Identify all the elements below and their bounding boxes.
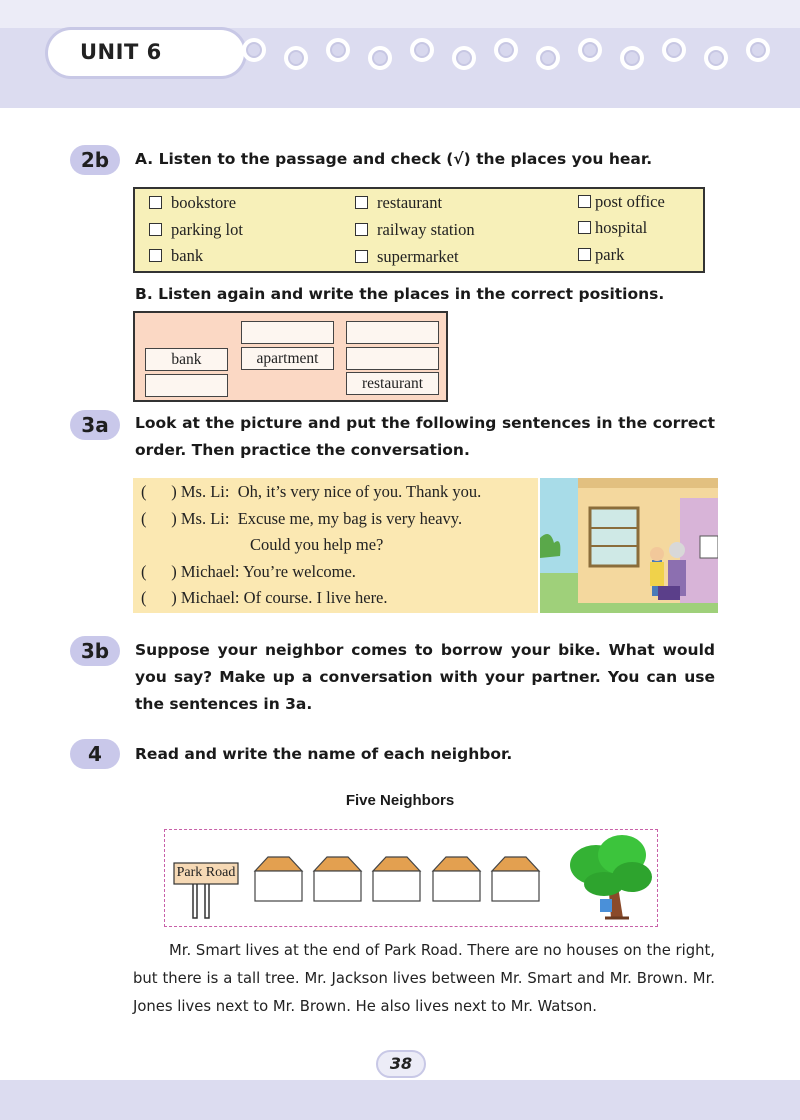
ring-icon: [704, 46, 728, 70]
ring-icon: [284, 46, 308, 70]
answer-blank[interactable]: ( ): [141, 562, 177, 581]
speaker: Michael:: [180, 588, 240, 607]
ring-icon: [620, 46, 644, 70]
footer-band: [0, 1080, 800, 1120]
checkbox[interactable]: [355, 196, 368, 209]
dialog-line: [141, 562, 356, 582]
section-badge-3a: 3a: [70, 410, 120, 440]
places-checklist: [133, 187, 705, 273]
decorative-rings: [236, 34, 800, 78]
checkbox[interactable]: [578, 248, 591, 261]
option-railway-station[interactable]: railway station: [355, 220, 475, 240]
ring-icon: [452, 46, 476, 70]
section-badge-2b: 2b: [70, 145, 120, 175]
ring-icon: [494, 38, 518, 62]
conversation-box: [133, 478, 538, 613]
ring-icon: [368, 46, 392, 70]
option-park[interactable]: park: [578, 245, 624, 265]
instruction-2b-b: B. Listen again and write the places in the correct positions.: [135, 285, 665, 303]
building-scene-image: [540, 478, 718, 613]
option-restaurant[interactable]: restaurant: [355, 193, 442, 213]
ring-icon: [662, 38, 686, 62]
story-title: Five Neighbors: [345, 792, 455, 809]
option-parking-lot[interactable]: parking lot: [149, 220, 243, 240]
speaker: Ms. Li:: [180, 509, 230, 528]
map-slot-empty[interactable]: [346, 347, 439, 370]
ring-icon: [242, 38, 266, 62]
line-text: Of course. I live here.: [243, 588, 388, 607]
map-slot-apartment: apartment: [241, 347, 334, 370]
ring-icon: [578, 38, 602, 62]
conversation-illustration: [540, 478, 718, 613]
park-road-sign: Park Road: [176, 865, 236, 880]
places-map: [133, 311, 448, 402]
option-bank[interactable]: bank: [149, 246, 203, 266]
line-text: Oh, it’s very nice of you. Thank you.: [237, 482, 482, 501]
line-text: Could you help me?: [250, 535, 384, 554]
answer-blank[interactable]: ( ): [141, 482, 177, 501]
map-slot-empty[interactable]: [241, 321, 334, 344]
dialog-line: [141, 588, 388, 608]
dialog-line: [141, 509, 462, 529]
option-hospital[interactable]: hospital: [578, 218, 647, 238]
street-illustration: [165, 830, 657, 926]
park-road-street: [164, 829, 658, 927]
header-highlight: [0, 0, 800, 28]
section-badge-3b: 3b: [70, 636, 120, 666]
option-supermarket[interactable]: supermarket: [355, 247, 459, 267]
ring-icon: [326, 38, 350, 62]
checkbox[interactable]: [578, 221, 591, 234]
answer-blank[interactable]: ( ): [141, 588, 177, 607]
section-badge-4: 4: [70, 739, 120, 769]
checkbox[interactable]: [355, 223, 368, 236]
unit-title: UNIT 6: [80, 40, 162, 64]
line-text: You’re welcome.: [243, 562, 356, 581]
speaker: Michael:: [180, 562, 240, 581]
instruction-3b: Suppose your neighbor comes to borrow your bike. What would you say? Make up a conversation with your partner. You can use the sentences in 3a.: [135, 641, 715, 713]
map-slot-empty[interactable]: [145, 374, 228, 397]
dialog-line: [141, 482, 481, 502]
instruction-2b-a: A. Listen to the passage and check (√) the places you hear.: [135, 150, 653, 168]
option-bookstore[interactable]: bookstore: [149, 193, 236, 213]
checkbox[interactable]: [578, 195, 591, 208]
ring-icon: [746, 38, 770, 62]
dialog-line: [250, 535, 383, 555]
answer-blank[interactable]: ( ): [141, 509, 177, 528]
checkbox[interactable]: [149, 223, 162, 236]
map-slot-restaurant: restaurant: [346, 372, 439, 395]
checkbox[interactable]: [149, 249, 162, 262]
checkbox[interactable]: [149, 196, 162, 209]
map-slot-empty[interactable]: [346, 321, 439, 344]
speaker: Ms. Li:: [180, 482, 230, 501]
ring-icon: [536, 46, 560, 70]
ring-icon: [410, 38, 434, 62]
map-slot-bank: bank: [145, 348, 228, 371]
page-number: 38: [376, 1050, 426, 1078]
instruction-4: Read and write the name of each neighbor.: [135, 745, 513, 763]
story-passage: Mr. Smart lives at the end of Park Road. There are no houses on the right, but there is a tall tree. Mr. Jackson lives between Mr. Smart and Mr. Brown. Mr. Jones lives next to Mr. Brown. He also lives next to Mr. Watson.: [133, 942, 715, 1015]
instruction-3a: Look at the picture and put the following sentences in the correct order. Then practice the conversation.: [135, 414, 715, 459]
option-post-office[interactable]: post office: [578, 192, 665, 212]
checkbox[interactable]: [355, 250, 368, 263]
line-text: Excuse me, my bag is very heavy.: [237, 509, 463, 528]
